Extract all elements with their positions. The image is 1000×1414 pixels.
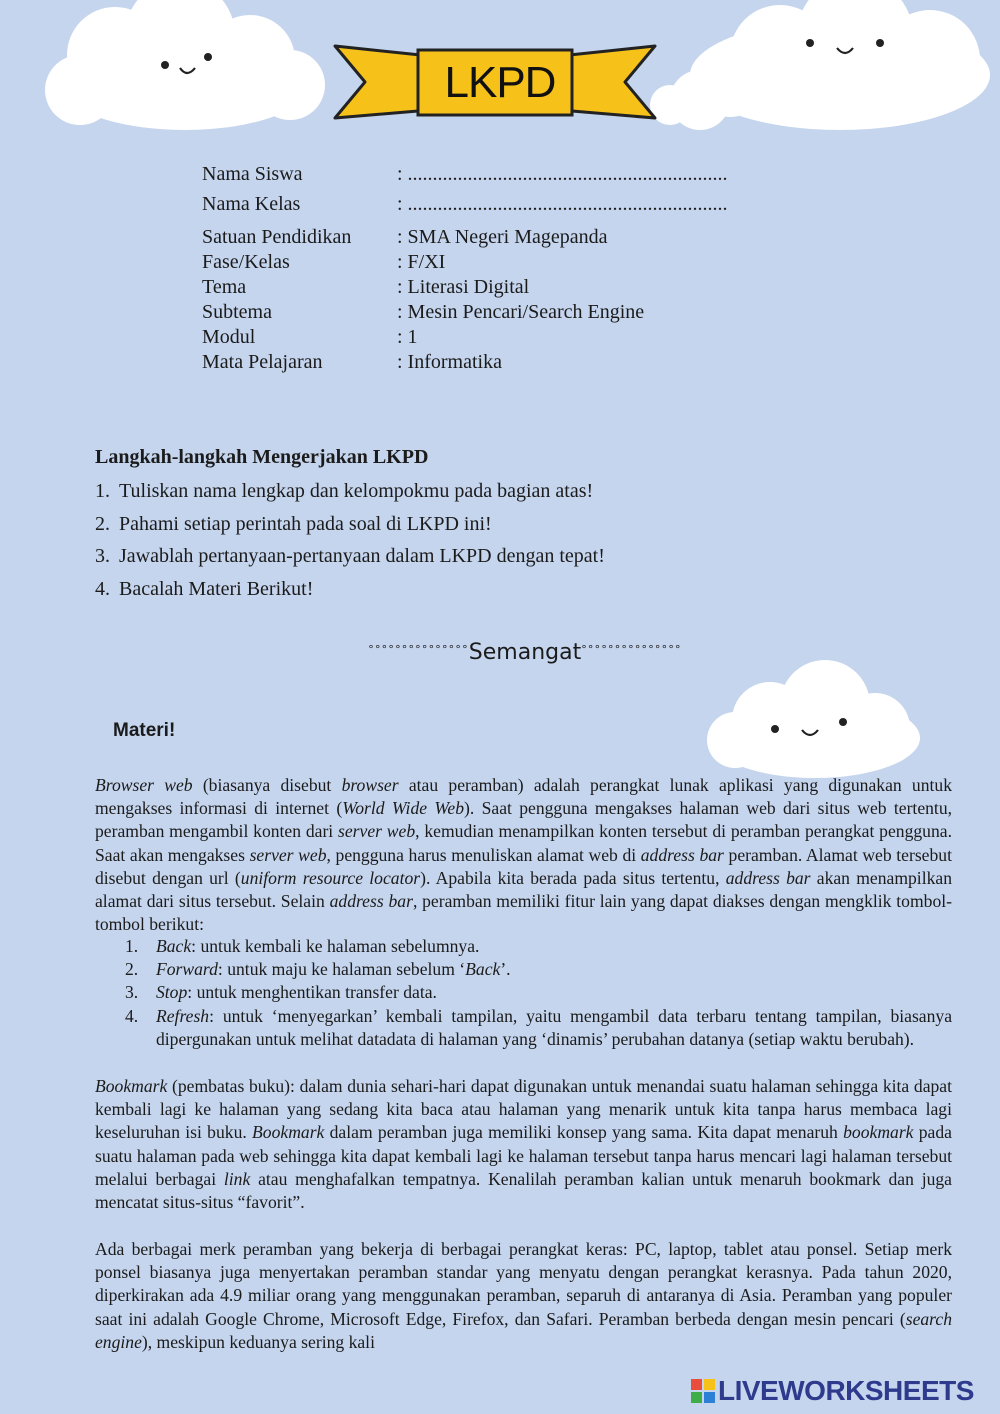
button-desc: : untuk menghentikan transfer data. [187, 982, 437, 1003]
identity-value: : SMA Negeri Magepanda [397, 226, 608, 248]
identity-value: : 1 [397, 326, 418, 348]
semangat-divider [290, 640, 760, 665]
list-item [125, 981, 952, 1004]
text-run: search engine [95, 1308, 952, 1352]
text-run: , pengguna harus menuliskan alamat web di [326, 844, 641, 865]
identity-label: Satuan Pendidikan [202, 226, 352, 248]
list-item [95, 576, 605, 609]
nama-kelas-field[interactable]: : ................................................................ [397, 193, 728, 215]
cloud-middle-right [700, 660, 930, 790]
list-item [95, 478, 605, 511]
identity-label: Fase/Kelas [202, 251, 290, 273]
text-run: address bar [725, 867, 811, 888]
text-run: server web [338, 821, 416, 842]
step-number: 1. [95, 480, 110, 502]
step-number: 2. [95, 512, 110, 535]
identity-label: Mata Pelajaran [202, 351, 323, 373]
text-run: akan menampilkan alamat dari situs tersebut. Selain [95, 867, 952, 912]
liveworksheets-logo-icon [690, 1378, 716, 1404]
text-run: pada suatu halaman pada web sehingga kita dapat kembali lagi ke halaman tersebut tanpa harus mencari lagi halaman tersebut melalui berbagai [95, 1122, 952, 1189]
step-text: Bacalah Materi Berikut! [119, 577, 314, 600]
identity-row [202, 300, 802, 325]
text-run: bookmark [843, 1122, 914, 1143]
text-run: ). Apabila kita berada pada situs tertentu, [420, 867, 726, 888]
semangat-text: Semangat [468, 640, 582, 665]
list-item [125, 1005, 952, 1051]
text-run: Bookmark [252, 1122, 325, 1143]
text-run: atau menghafalkan tempatnya. Kenalilah peramban kalian untuk menaruh bookmark dan juga mencatat situs-situs “favorit”. [95, 1168, 952, 1213]
divider-dots-right: °°°°°°°°°°°°°°° [581, 643, 682, 656]
list-number: 1. [125, 936, 139, 956]
identity-row [202, 350, 802, 375]
identity-row [202, 250, 802, 275]
watermark-text: LIVEWORKSHEETS [718, 1375, 974, 1406]
identity-label: Modul [202, 326, 256, 348]
step-number: 3. [95, 545, 110, 567]
page-title: LKPD [444, 58, 556, 107]
text-run: , peramban memiliki fitur lain yang dapat diakses dengan mengklik tombol-tombol berikut: [95, 891, 952, 935]
identity-row-nama-kelas [202, 190, 802, 220]
identity-label: Nama Siswa [202, 163, 303, 185]
text-run: dalam peramban juga memiliki konsep yang sama. Kita dapat menaruh [324, 1122, 844, 1143]
list-number: 3. [125, 982, 139, 1003]
identity-row [202, 225, 802, 250]
button-desc: : untuk kembali ke halaman sebelumnya. [191, 936, 480, 956]
identity-row [202, 325, 802, 350]
identity-row-nama-siswa [202, 160, 802, 190]
identity-row [202, 275, 802, 300]
text-run: ), meskipun keduanya sering kali [141, 1331, 375, 1352]
cloud-top-right [640, 0, 1000, 150]
text-run: (biasanya disebut [192, 775, 342, 795]
text-run: World Wide Web [342, 798, 465, 819]
identity-label: Tema [202, 276, 247, 298]
step-text: Jawablah pertanyaan-pertanyaan dalam LKPD dengan tepat! [119, 545, 605, 567]
text-run: Bookmark [95, 1076, 168, 1096]
step-number: 4. [95, 577, 110, 600]
text-run: address bar [329, 891, 413, 912]
text-run: address bar [640, 844, 724, 865]
paragraph-merk-peramban [95, 1238, 952, 1354]
divider-dots-left: °°°°°°°°°°°°°°° [368, 643, 469, 656]
text-run: uniform resource locator [240, 867, 421, 888]
button-term: Refresh [156, 1005, 210, 1026]
liveworksheets-watermark[interactable] [690, 1374, 974, 1408]
identity-value: : Mesin Pencari/Search Engine [397, 301, 645, 323]
identity-value: : F/XI [397, 251, 446, 273]
list-item [95, 511, 605, 544]
button-term: Back [465, 959, 501, 980]
text-run: browser [341, 775, 399, 795]
step-text: Tuliskan nama lengkap dan kelompokmu pada bagian atas! [119, 480, 594, 502]
paragraph-bookmark [95, 1075, 952, 1214]
text-run: Browser web [95, 775, 193, 795]
button-term: Forward [156, 959, 218, 980]
text-run: , kemudian menampilkan konten tersebut di peramban perangkat pengguna. Saat akan mengakses [95, 821, 952, 865]
button-term: Stop [156, 982, 188, 1003]
nama-siswa-field[interactable]: : ................................................................ [397, 163, 728, 185]
list-number: 2. [125, 959, 139, 980]
steps-list [95, 478, 605, 608]
step-text: Pahami setiap perintah pada soal di LKPD ini! [119, 512, 492, 535]
button-desc: : untuk maju ke halaman sebelum ‘ [217, 959, 466, 980]
text-run: (pembatas buku): dalam dunia sehari-hari dapat digunakan untuk menandai suatu halaman sehingga kita dapat kembali lagi ke halaman yang sedang kita baca atau halaman yang menarik untuk kita tanpa harus membaca lagi keseluruhan isi buku. [95, 1076, 952, 1143]
text-run: Ada berbagai merk peramban yang bekerja di berbagai perangkat keras: PC, laptop, tablet atau ponsel. Setiap merk ponsel biasanya juga menyertakan peramban standar yang menyatu dengan perangkat kerasnya. Pada tahun 2020, diperkirakan ada 4.9 miliar orang yang menggunakan peramban, separuh di antaranya di Asia. Peramban yang populer saat ini adalah Google Chrome, Microsoft Edge, Firefox, dan Safari. Peramban berbeda dengan mesin pencari ( [95, 1239, 952, 1329]
text-run: ). Saat pengguna mengakses halaman web dari situs web tertentu, peramban mengambil konten dari [95, 798, 953, 842]
identity-table [202, 160, 802, 375]
paragraph-browser-web [95, 774, 952, 936]
button-desc: ’. [500, 959, 511, 980]
text-run: peramban. Alamat web tersebut disebut dengan url ( [95, 844, 952, 888]
browser-buttons-list [125, 935, 952, 1051]
text-run: link [223, 1168, 251, 1189]
list-item [95, 543, 605, 576]
identity-label: Subtema [202, 301, 272, 323]
identity-value: : Literasi Digital [397, 276, 530, 298]
list-item [125, 958, 952, 981]
identity-label: Nama Kelas [202, 193, 301, 215]
text-run: atau peramban) adalah perangkat lunak aplikasi yang digunakan untuk mengakses informasi di internet ( [95, 775, 952, 819]
list-item [125, 935, 952, 958]
text-run: server web [249, 844, 327, 865]
list-number: 4. [125, 1005, 139, 1026]
cloud-top-left [35, 0, 335, 140]
identity-value: : Informatika [397, 351, 502, 373]
button-desc: : untuk ‘menyegarkan’ kembali tampilan, yaitu mengambil data terbaru tentang tampilan, biasanya dipergunakan untuk melihat datadata di halaman yang ‘dinamis’ perubahan datanya (setiap waktu berubah). [156, 1005, 952, 1049]
materi-heading: Materi! [113, 720, 176, 741]
button-term: Back [156, 936, 192, 956]
steps-heading: Langkah-langkah Mengerjakan LKPD [95, 446, 429, 468]
